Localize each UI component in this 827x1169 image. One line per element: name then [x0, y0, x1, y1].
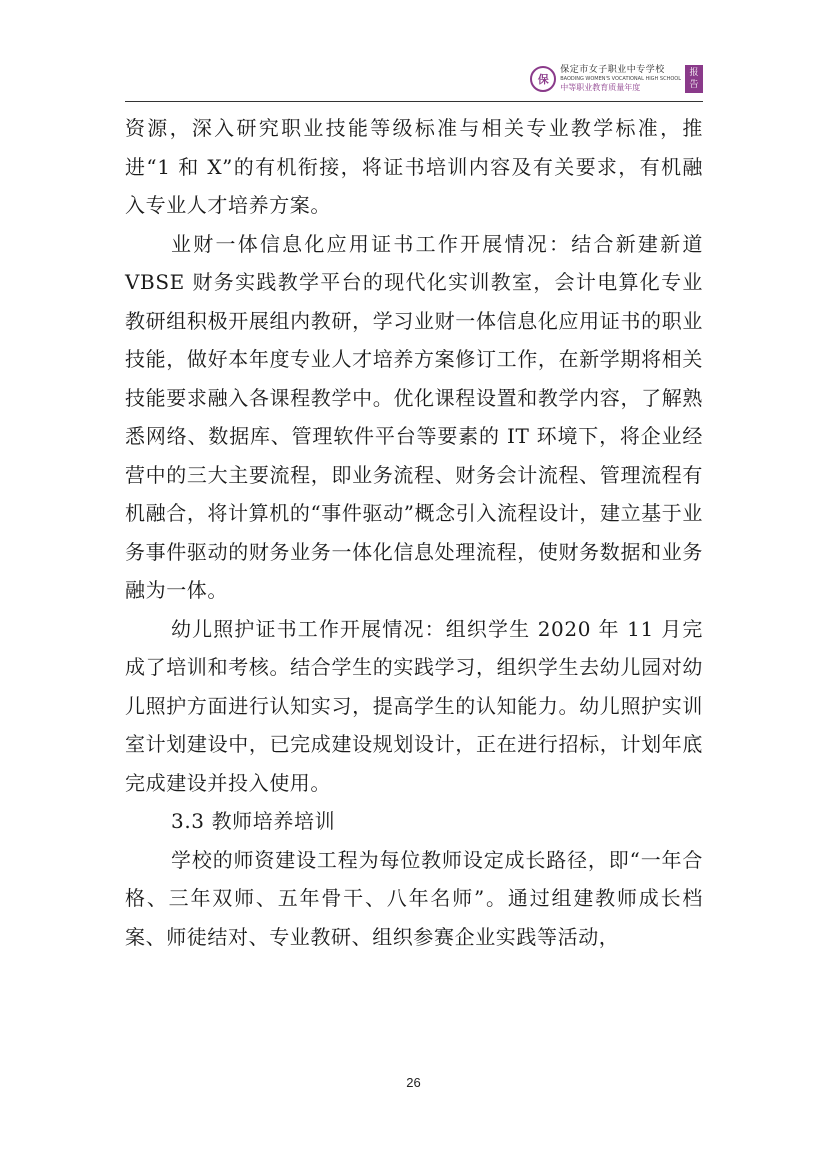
school-logo: [530, 65, 703, 93]
school-name-block: [560, 66, 681, 92]
report-badge: [685, 65, 703, 93]
section-heading: 3.3 教师培养培训: [171, 809, 336, 833]
report-subtitle: 中等职业教育质量年度: [560, 83, 641, 92]
paragraph-teacher-training: 学校的师资建设工程为每位教师设定成长路径，即“一年合格、三年双师、五年骨干、八年名师”。通过组建教师成长档案、师徒结对、专业教研、组织参赛企业实践等活动，: [125, 847, 703, 949]
report-badge-line2: 告: [689, 80, 699, 90]
paragraph-vbse-certificate: 业财一体信息化应用证书工作开展情况：结合新建新道 VBSE 财务实践教学平台的现代化实训教室，会计电算化专业教研组积极开展组内教研，学习业财一体信息化应用证书的职业技能，做好本年度专业人才培养方案修订工作，在新学期将相关技能要求融入各课程教学中。优化课程设置和教学内容，了解熟悉网络、数据库、管理软件平台等要素的 IT 环境下，将企业经营中的三大主要流程，即业务流程、财务会计流程、管理流程有机融合，将计算机的“事件驱动”概念引入流程设计，建立基于业务事件驱动的财务业务一体化信息处理流程，使财务数据和业务融为一体。: [125, 231, 703, 602]
header-divider: [125, 101, 703, 102]
page-body: [125, 109, 703, 956]
school-emblem-icon: 保: [530, 66, 556, 92]
page-header: [125, 62, 703, 102]
school-name-en: BAODING WOMEN'S VOCATIONAL HIGH SCHOOL: [560, 76, 681, 82]
school-name-cn: 保定市女子职业中专学校: [560, 65, 665, 75]
paragraph-continuation: 资源，深入研究职业技能等级标准与相关专业教学标准，推进“1 和 X”的有机衔接，将证书培训内容及有关要求，有机融入专业人才培养方案。: [125, 116, 703, 217]
report-badge-line1: 报: [689, 68, 699, 78]
page-number: 26: [406, 1075, 421, 1090]
paragraph-childcare-certificate: 幼儿照护证书工作开展情况：组织学生 2020 年 11 月完成了培训和考核。结合学生的实践学习，组织学生去幼儿园对幼儿照护方面进行认知实习，提高学生的认知能力。幼儿照护实训室计划建设中，已完成建设规划设计，正在进行招标，计划年底完成建设并投入使用。: [125, 616, 703, 795]
